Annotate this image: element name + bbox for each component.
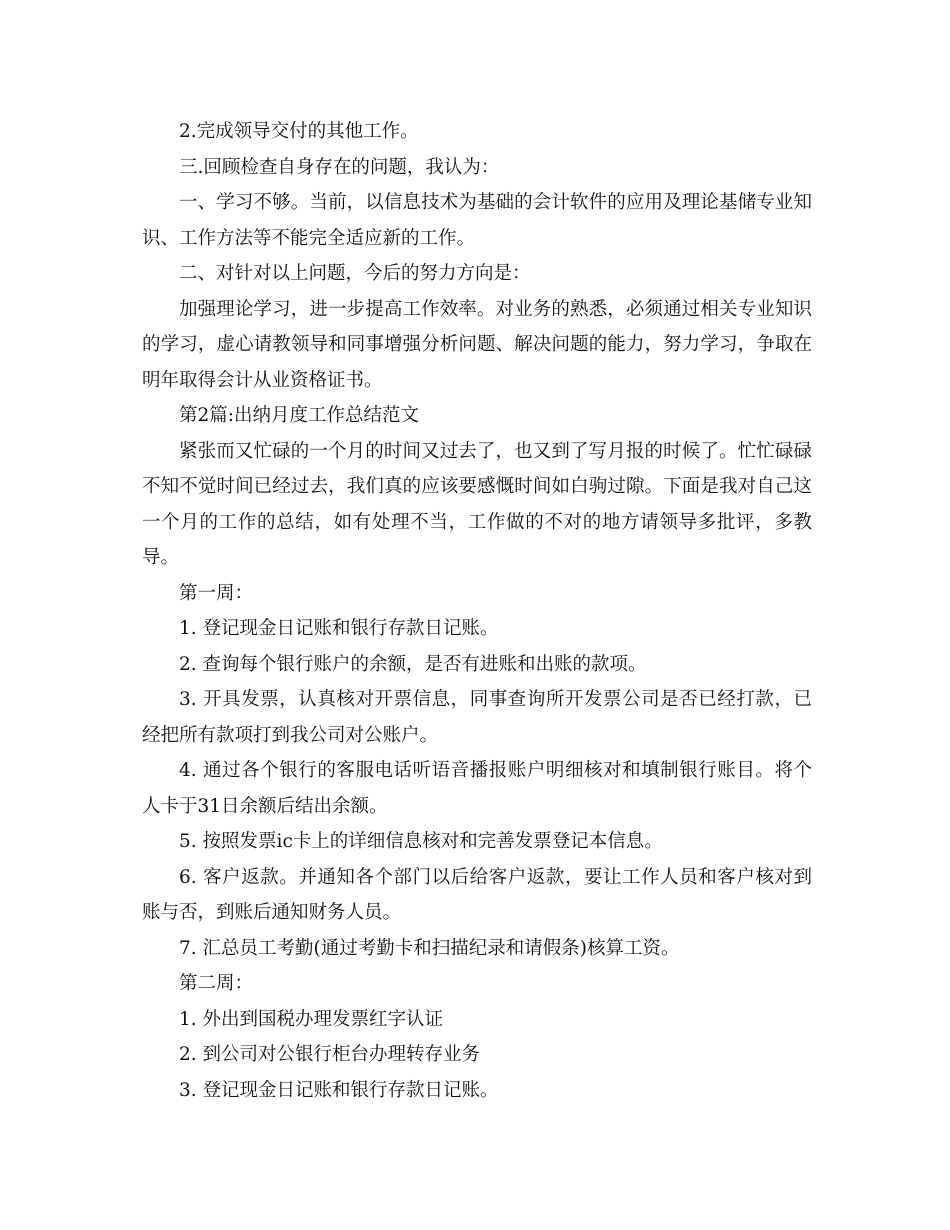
- list-item: 3. 开具发票，认真核对开票信息，同事查询所开发票公司是否已经打款，已经把所有款项打到我公司对公账户。: [142, 689, 812, 746]
- section-heading-review: 三.回顾检查自身存在的问题，我认为：: [179, 156, 500, 178]
- list-item: 4. 通过各个银行的客服电话听语音播报账户明细核对和填制银行账目。将个人卡于31日余额后结出余额。: [142, 760, 812, 817]
- week-heading-first: 第一周：: [179, 582, 254, 604]
- section-heading-direction: 二、对针对以上问题，今后的努力方向是：: [179, 263, 531, 284]
- list-item: 2. 查询每个银行账户的余额，是否有进账和出账的款项。: [179, 653, 647, 675]
- list-item: 2. 到公司对公银行柜台办理转存业务: [179, 1044, 481, 1065]
- article-title-part-2: 第2篇:出纳月度工作总结范文: [179, 405, 420, 426]
- list-item: 1. 登记现金日记账和银行存款日记账。: [179, 618, 499, 639]
- paragraph-item-2-done: 2.完成领导交付的其他工作。: [179, 121, 419, 142]
- paragraph-problem-study: 一、学习不够。当前，以信息技术为基础的会计软件的应用及理论基储专业知识、工作方法等不能完全适应新的工作。: [142, 192, 812, 249]
- week-heading-second: 第二周：: [179, 973, 254, 994]
- paragraph-strengthen-study: 加强理论学习，进一步提高工作效率。对业务的熟悉，必须通过相关专业知识的学习，虚心请教领导和同事增强分析问题、解决问题的能力，努力学习，争取在明年取得会计从业资格证书。: [142, 298, 812, 391]
- paragraph-intro: 紧张而又忙碌的一个月的时间又过去了，也又到了写月报的时候了。忙忙碌碌不知不觉时间已经过去，我们真的应该要感慨时间如白驹过隙。下面是我对自己这一个月的工作的总结，如有处理不当，工作做的不对的地方请领导多批评，多教导。: [142, 440, 812, 568]
- list-item: 7. 汇总员工考勤(通过考勤卡和扫描纪录和请假条)核算工资。: [179, 937, 680, 959]
- list-item: 3. 登记现金日记账和银行存款日记账。: [179, 1079, 499, 1101]
- list-item: 6. 客户返款。并通知各个部门以后给客户返款，要让工作人员和客户核对到账与否，到账后通知财务人员。: [142, 866, 812, 923]
- list-item: 1. 外出到国税办理发票红字认证: [179, 1008, 444, 1030]
- list-item: 5. 按照发票ic卡上的详细信息核对和完善发票登记本信息。: [179, 831, 663, 852]
- document-body: [142, 114, 812, 1108]
